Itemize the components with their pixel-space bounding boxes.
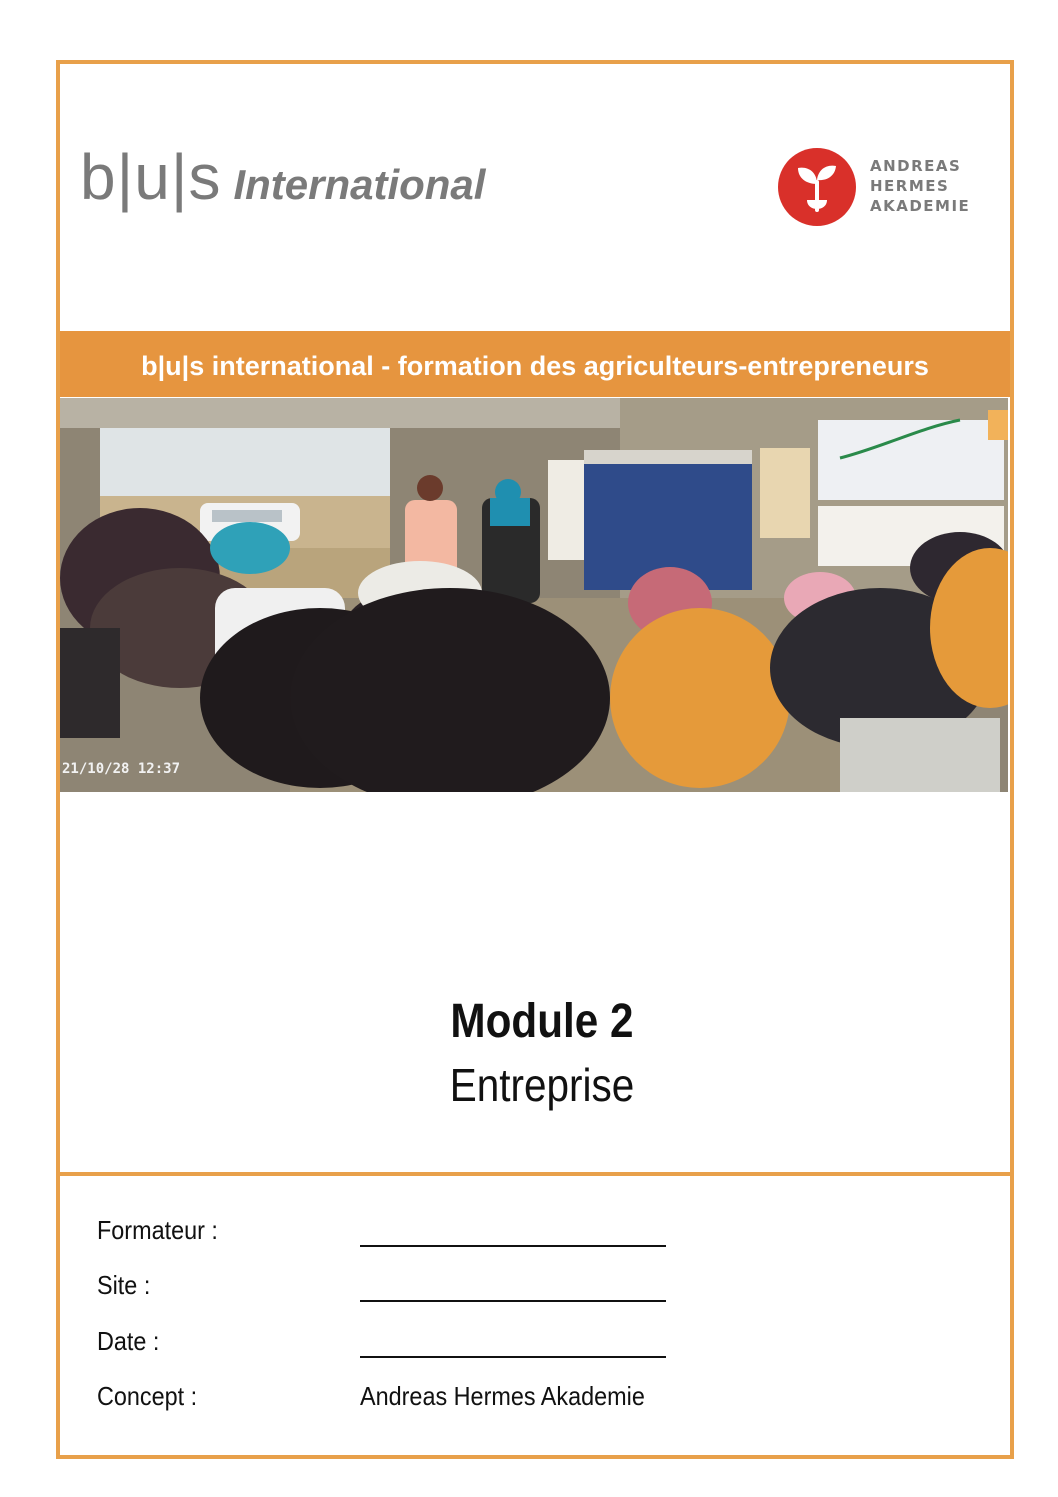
date-blank-line	[360, 1356, 666, 1358]
section-divider	[60, 1172, 1010, 1176]
logo-text	[870, 156, 970, 216]
formateur-blank-line	[360, 1245, 666, 1247]
brand-suffix: International	[233, 161, 486, 208]
andreas-hermes-logo	[778, 148, 978, 228]
logo-line-hermes: HERMES	[870, 177, 950, 195]
photo-timestamp: 21/10/28 12:37	[62, 761, 181, 777]
photo-illustration	[60, 398, 1008, 792]
title-banner: b|u|s international - formation des agriculteurs-entrepreneurs	[60, 331, 1010, 397]
sprout-logo-icon	[778, 148, 856, 226]
module-subtitle: Entreprise	[449, 1059, 635, 1111]
concept-value: Andreas Hermes Akademie	[360, 1381, 645, 1411]
site-blank-line	[360, 1300, 666, 1302]
logo-line-andreas: ANDREAS	[870, 157, 962, 175]
training-photo	[60, 398, 1008, 792]
site-label: Site :	[97, 1270, 151, 1300]
concept-label: Concept :	[97, 1381, 198, 1411]
module-title: Module 2	[450, 995, 634, 1048]
brand-wordmark	[80, 140, 485, 214]
date-label: Date :	[97, 1326, 160, 1356]
formateur-label: Formateur :	[97, 1215, 218, 1245]
brand-main: b|u|s	[80, 141, 222, 213]
logo-line-akademie: AKADEMIE	[870, 197, 971, 215]
